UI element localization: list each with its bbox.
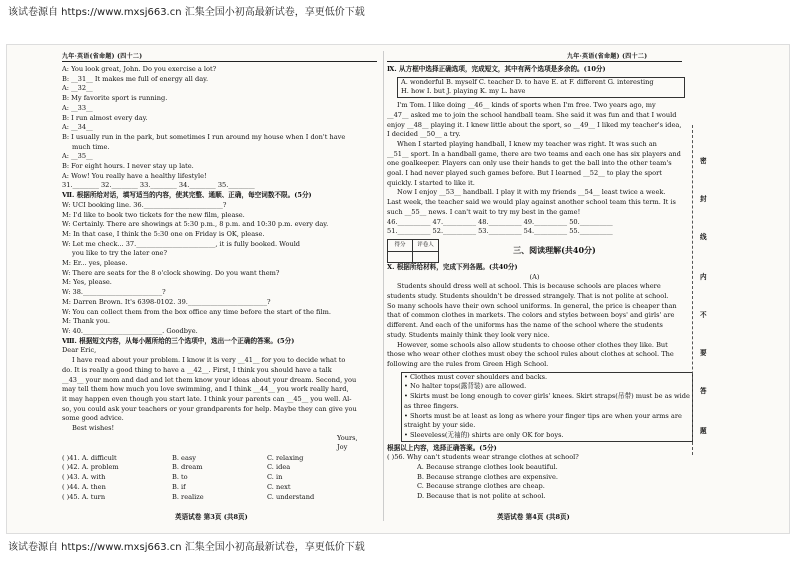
top-banner: 该试卷源自 https://www.mxsj663.cn 汇集全国小初高最新试卷，享更低价下载 (8, 7, 365, 18)
margin-char: 题 (700, 427, 707, 435)
option-row (62, 483, 377, 493)
passage-line: those who wear other clothes must obey the school rules about clothes at school. The (387, 350, 674, 359)
text-line: W: Certainly. There are showings at 5:30 p.m., 8 p.m. and 10:30 p.m. every day. (62, 220, 329, 229)
text-line: A: You look great, John. Do you exercise a lot? (62, 65, 217, 73)
signoff-signature: Joy (337, 442, 348, 451)
signoff-closing: Yours, (337, 433, 358, 442)
text-line: so, you could ask your teachers or your grandparents for help. Maybe they can give you (62, 404, 357, 413)
option-choice: ( )44. A. then (62, 482, 106, 491)
text-line: M: Darren Brown. It's 6398-0102. 39.________________________? (62, 297, 271, 306)
left-page-header: 九年·英语(省命题) (四十二) (62, 53, 143, 60)
rule-item: straight by your side. (404, 421, 476, 430)
passage-line: following are the rules from Green High School. (387, 359, 549, 368)
word-bank-row: A. wonderful B. myself C. teacher D. to have E. at F. different G. interesting (401, 77, 654, 86)
question-instruction: 根据以上内容，选择正确答案。(5分) (387, 443, 497, 452)
answer-choice: C. Because strange clothes are cheap. (417, 482, 545, 491)
text-line: Ⅷ. 根据短文内容，从每小题所给的三个选项中，选出一个正确的答案。(5分) (62, 336, 295, 345)
right-footer: 英语试卷 第4页 (共8页) (497, 513, 570, 521)
text-line: A: __34__ (62, 123, 93, 132)
rule-item: • Sleeveless(无袖的) shirts are only OK for boys. (404, 430, 564, 439)
rule-item: • Skirts must be long enough to cover girls' knees. Skirt straps(吊带) must be as wide (404, 392, 690, 401)
section-9-instruction: Ⅸ. 从方框中选择正确选项，完成短文，其中有两个选项是多余的。(10分) (387, 65, 606, 73)
text-line: Dear Eric, (62, 346, 97, 355)
text-line: W: 38.________________________? (62, 288, 166, 297)
answer-choice: A. Because strange clothes look beautiful. (417, 463, 558, 472)
passage-line: students study. Students shouldn't be dressed strangely. That is not polite at school. (387, 292, 669, 301)
text-line: A: __33__ (62, 103, 93, 112)
text-line: it may happen even though you start late. I think your parents can __45__ you well. Al- (62, 394, 352, 403)
text-line: 46.__________ 47.__________ 48.__________ 49.__________ 50.__________ (387, 217, 613, 226)
option-row (62, 454, 377, 464)
exam-sheet (6, 44, 790, 534)
answer-choices (387, 463, 682, 502)
answer-choice: B. Because strange clothes are expensive. (417, 472, 558, 481)
passage-line: that of common clothes in markets. The colors and styles between boys' and girls' are (387, 311, 675, 320)
margin-char: 内 (700, 273, 707, 281)
text-line: Ⅶ. 根据所给对话，填写适当的内容，使其完整、通顺、正确，每空词数不限。(5分) (62, 191, 312, 200)
option-choice: C. relaxing (267, 453, 304, 462)
text-line: A: __35__ (62, 152, 93, 161)
text-line: Now I enjoy __53__ handball. I play it with my friends __54__ least twice a week. (397, 188, 666, 197)
option-choice: ( )45. A. turn (62, 492, 106, 501)
bottom-banner: 该试卷源自 https://www.mxsj663.cn 汇集全国小初高最新试卷，享更低价下载 (8, 542, 365, 553)
text-line: __43__ your mom and dad and let them know your ideas about your dream. Second, you (62, 375, 357, 384)
text-line: you like to try the later one? (72, 249, 167, 258)
score-table (387, 239, 439, 263)
text-line: __47__ asked me to join the school handball team. She said it was fun and that I would (387, 110, 677, 119)
text-line: Best wishes! (72, 424, 115, 433)
word-bank-box (397, 77, 685, 98)
passage-line: study. Students mainly think they look very nice. (387, 330, 550, 339)
section-three-header (387, 239, 682, 263)
text-line: quickly. I started to like it. (387, 178, 475, 187)
left-footer: 英语试卷 第3页 (共8页) (175, 513, 248, 521)
margin-char: 密 (700, 157, 707, 165)
passage-line: However, some schools also allow students to choose other clothes they like. But (397, 340, 668, 349)
reading-passage (387, 282, 682, 369)
margin-char: 封 (700, 195, 707, 203)
text-line: may tell them how much you love swimming, and I think __44__ you work really hard, (62, 385, 349, 394)
school-rules-box (401, 372, 693, 442)
text-line: M: I'd like to book two tickets for the new film, please. (62, 210, 245, 219)
text-line: A: __32__ (62, 84, 93, 93)
rule-item: • Clothes must cover shoulders and backs. (404, 372, 548, 381)
text-line: I'm Tom. I like doing __46__ kinds of sports when I'm free. Two years ago, my (397, 101, 656, 110)
text-line: B: My favorite sport is running. (62, 94, 168, 103)
right-text-lines (387, 101, 682, 237)
text-line: W: Let me check... 37.________________________, it is fully booked. Would (62, 239, 301, 248)
text-line: 31.________ 32.________ 33.________ 34.________ 35.________ (62, 181, 255, 190)
text-line: goal. I had never played such games before. But I learned __52__ to play the sport (387, 169, 662, 178)
cloze-options (62, 454, 377, 503)
section-title: 三、阅读理解(共40分) (513, 244, 596, 255)
text-line: such __55__ news. I can't wait to try my best in the game! (387, 207, 581, 216)
margin-char: 线 (700, 233, 707, 241)
text-line: much time. (72, 142, 110, 151)
text-line: M: Yes, please. (62, 278, 112, 287)
right-header-rule (387, 61, 682, 62)
text-line: I decided __50__ a try. (387, 130, 461, 139)
text-line: __51__ sport. In a handball game, there are two teams and each one has six players and (387, 149, 681, 158)
reviewer-label: 评卷人 (417, 241, 434, 248)
right-page-header: 九年·英语(省命题) (四十二) (567, 53, 648, 60)
rule-item: as three fingers. (404, 401, 459, 410)
text-line: W: UCI booking line. 36.________________________? (62, 200, 227, 209)
text-line: Last week, the teacher said we would play against another school team this term. It is (387, 198, 676, 207)
score-label: 得分 (388, 240, 413, 251)
text-line: B: __31__ It makes me full of energy all day. (62, 74, 209, 83)
text-line: W: There are seats for the 8 o'clock showing. Do you want them? (62, 268, 280, 277)
text-line: do. It is really a good thing to have a __42__. First, I think you should have a talk (62, 365, 332, 374)
option-choice: C. next (267, 482, 291, 491)
option-row (62, 463, 377, 473)
option-choice: C. in (267, 473, 283, 482)
option-choice: C. idea (267, 463, 291, 472)
binding-dash-line (692, 125, 693, 455)
right-page-body (387, 65, 690, 502)
left-header-rule (62, 61, 377, 62)
reviewer-cell (413, 252, 438, 263)
text-line: W: 40.________________________. Goodbye. (62, 326, 198, 335)
section-10-instruction: Ⅹ. 根据所给材料，完成下列各题。(共40分) (387, 262, 518, 271)
passage-line: different. And each of the uniforms has the name of the school where the students (387, 321, 663, 330)
text-line: enjoy __48__ playing it. I knew little about the sport, so __49__ I liked my teacher's idea, (387, 120, 682, 129)
word-bank-row: H. how I. but J. playing K. my L. have (401, 87, 526, 96)
option-choice: B. realize (172, 492, 204, 501)
passage-line: So many schools have their own school uniforms. In general, the price is cheaper than (387, 301, 677, 310)
option-choice: B. if (172, 482, 186, 491)
letter-signoff (62, 434, 377, 454)
left-page-body (62, 65, 377, 502)
text-line: M: In that case, I think the 5:30 one on Friday is OK, please. (62, 229, 265, 238)
text-line: some good advice. (62, 414, 124, 423)
option-choice: B. dream (172, 463, 203, 472)
option-row (62, 493, 377, 503)
margin-char: 答 (700, 387, 707, 395)
rule-item: • No halter tops(露背装) are allowed. (404, 382, 527, 391)
text-line: B: I run almost every day. (62, 113, 148, 122)
question-56: ( )56. Why can't students wear strange clothes at school? (387, 453, 579, 462)
text-line: A: Wow! You really have a healthy lifestyle! (62, 171, 207, 180)
part-label: (A) (529, 272, 540, 281)
text-line: B: For eight hours. I never stay up late. (62, 162, 194, 171)
passage-line: Students should dress well at school. This is because schools are places where (397, 282, 661, 291)
option-choice: B. to (172, 473, 188, 482)
text-line: I have read about your problem. I know it is very __41__ for you to decide what to (72, 356, 346, 365)
option-row (62, 473, 377, 483)
text-line: W: You can collect them from the box office any time before the start of the film. (62, 307, 331, 316)
option-choice: ( )41. A. difficult (62, 453, 117, 462)
text-line: one goalkeeper. Players can only use their hands to get the ball into the other team's (387, 159, 672, 168)
text-line: 51.__________ 52.__________ 53.__________ 54.__________ 55.__________ (387, 227, 613, 236)
text-line: B: I usually run in the park, but sometimes I run around my house when I don't have (62, 132, 346, 141)
option-choice: B. easy (172, 453, 196, 462)
margin-char: 要 (700, 349, 707, 357)
text-line: When I started playing handball, I knew my teacher was right. It was such an (397, 139, 657, 148)
page-divider (383, 51, 384, 521)
option-choice: C. understand (267, 492, 315, 501)
answer-choice: D. Because that is not polite at school. (417, 492, 546, 501)
margin-char: 不 (700, 311, 707, 319)
rule-item: • Shorts must be at least as long as where your finger tips are when your arms are (404, 411, 682, 420)
left-text-lines (62, 65, 377, 434)
score-cell (388, 252, 413, 263)
text-line: M: Er... yes, please. (62, 259, 128, 268)
option-choice: ( )43. A. with (62, 473, 106, 482)
text-line: M: Thank you. (62, 317, 111, 326)
option-choice: ( )42. A. problem (62, 463, 119, 472)
